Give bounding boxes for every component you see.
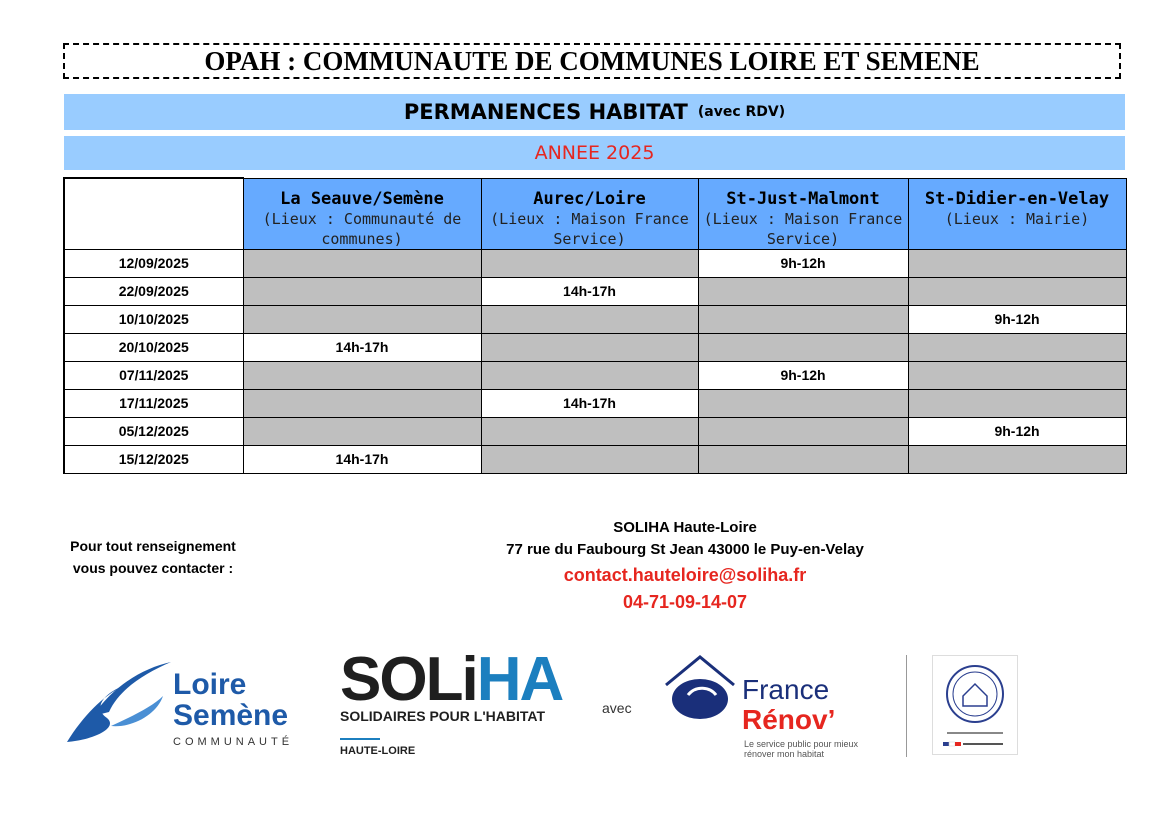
- slot-cell-closed: [481, 417, 698, 445]
- seal-icon: [933, 656, 1017, 754]
- column-lieu: (Lieux : Maison France Service): [703, 209, 903, 248]
- slot-cell-closed: [908, 389, 1126, 417]
- table-row: [64, 389, 1126, 417]
- column-town: St-Just-Malmont: [726, 188, 880, 209]
- row-date: 12/09/2025: [64, 249, 243, 277]
- slot-cell-closed: [698, 305, 908, 333]
- contact-phone: 04-71-09-14-07: [622, 592, 748, 612]
- row-date: 10/10/2025: [64, 305, 243, 333]
- slot-cell-closed: [698, 277, 908, 305]
- loire-semene-line3: COMMUNAUTÉ: [173, 736, 294, 748]
- slot-cell-closed: [243, 277, 481, 305]
- column-header: [698, 178, 908, 249]
- slot-cell-closed: [908, 277, 1126, 305]
- table-header-row: [64, 178, 1126, 249]
- column-header: [481, 178, 698, 249]
- table-row: [64, 445, 1126, 473]
- year-band: [64, 136, 1125, 170]
- slot-cell-open: 14h-17h: [481, 277, 698, 305]
- slot-cell-closed: [908, 361, 1126, 389]
- contact-address: 77 rue du Faubourg St Jean 43000 le Puy-en-Velay: [506, 541, 864, 558]
- loire-semene-swoosh-icon: [63, 656, 173, 748]
- slot-cell-open: 9h-12h: [698, 361, 908, 389]
- column-header: [243, 178, 481, 249]
- slot-cell-closed: [698, 333, 908, 361]
- slot-cell-closed: [243, 305, 481, 333]
- slot-cell-closed: [243, 249, 481, 277]
- soliha-wordmark: [340, 644, 562, 716]
- slot-cell-closed: [908, 249, 1126, 277]
- row-date: 17/11/2025: [64, 389, 243, 417]
- slot-cell-closed: [481, 305, 698, 333]
- soliha-tagline: SOLIDAIRES POUR L'HABITAT: [340, 708, 546, 724]
- slot-cell-closed: [908, 445, 1126, 473]
- contact-block: [420, 517, 950, 615]
- slot-cell-closed: [243, 361, 481, 389]
- avec-label: avec: [602, 700, 632, 716]
- soliha-rule: [340, 738, 380, 740]
- subtitle-band: [64, 94, 1125, 130]
- year-label: ANNEE 2025: [534, 142, 655, 164]
- table-row: [64, 417, 1126, 445]
- subtitle: PERMANENCES HABITAT: [403, 100, 688, 124]
- slot-cell-closed: [481, 249, 698, 277]
- row-date: 07/11/2025: [64, 361, 243, 389]
- loire-semene-line2: Semène: [173, 699, 289, 732]
- loire-semene-logo: [63, 656, 323, 748]
- france-renov-logo: [660, 655, 870, 760]
- contact-email[interactable]: contact.hauteloire@soliha.fr: [563, 565, 807, 585]
- row-date: 15/12/2025: [64, 445, 243, 473]
- column-lieu: (Lieux : Communauté de communes): [262, 209, 462, 248]
- table-row: [64, 361, 1126, 389]
- column-town: St-Didier-en-Velay: [924, 188, 1110, 209]
- slot-cell-open: 9h-12h: [908, 305, 1126, 333]
- column-town: Aurec/Loire: [533, 188, 646, 209]
- slot-cell-open: 9h-12h: [908, 417, 1126, 445]
- header-blank-cell: [64, 178, 243, 249]
- document-title: OPAH : COMMUNAUTE DE COMMUNES LOIRE ET SEMENE: [63, 43, 1121, 79]
- france-renov-house-icon: [660, 655, 740, 725]
- row-date: 05/12/2025: [64, 417, 243, 445]
- column-town: La Seauve/Semène: [280, 188, 444, 209]
- soliha-logo: [340, 645, 600, 760]
- france-renov-line1: France: [742, 674, 830, 705]
- column-header: [908, 178, 1126, 249]
- slot-cell-closed: [481, 361, 698, 389]
- slot-cell-closed: [481, 333, 698, 361]
- schedule-body: [64, 249, 1126, 473]
- slot-cell-open: 9h-12h: [698, 249, 908, 277]
- loire-semene-line1: Loire: [173, 668, 247, 701]
- logo-divider: [906, 655, 907, 757]
- france-renov-tagline: Le service public pour mieux rénover mon habitat: [744, 739, 859, 759]
- slot-cell-open: 14h-17h: [243, 333, 481, 361]
- contact-org: SOLIHA Haute-Loire: [613, 519, 757, 536]
- soliha-part1: SOLi: [340, 645, 477, 714]
- slot-cell-open: 14h-17h: [481, 389, 698, 417]
- republique-seal-logo: [932, 655, 1018, 755]
- subtitle-note: (avec RDV): [697, 104, 786, 120]
- table-row: [64, 305, 1126, 333]
- slot-cell-closed: [243, 389, 481, 417]
- schedule-table: [63, 177, 1127, 474]
- slot-cell-closed: [908, 333, 1126, 361]
- slot-cell-closed: [481, 445, 698, 473]
- contact-intro: Pour tout renseignement vous pouvez contacter :: [70, 538, 236, 576]
- row-date: 22/09/2025: [64, 277, 243, 305]
- france-renov-line2: Rénov’: [742, 704, 836, 735]
- soliha-part2: HA: [476, 645, 563, 714]
- soliha-dept: HAUTE-LOIRE: [340, 745, 416, 757]
- slot-cell-closed: [698, 389, 908, 417]
- slot-cell-open: 14h-17h: [243, 445, 481, 473]
- column-lieu: (Lieux : Maison France Service): [490, 209, 689, 248]
- slot-cell-closed: [698, 417, 908, 445]
- column-lieu: (Lieux : Mairie): [944, 209, 1090, 228]
- table-row: [64, 333, 1126, 361]
- table-row: [64, 277, 1126, 305]
- slot-cell-closed: [698, 445, 908, 473]
- slot-cell-closed: [243, 417, 481, 445]
- table-row: [64, 249, 1126, 277]
- row-date: 20/10/2025: [64, 333, 243, 361]
